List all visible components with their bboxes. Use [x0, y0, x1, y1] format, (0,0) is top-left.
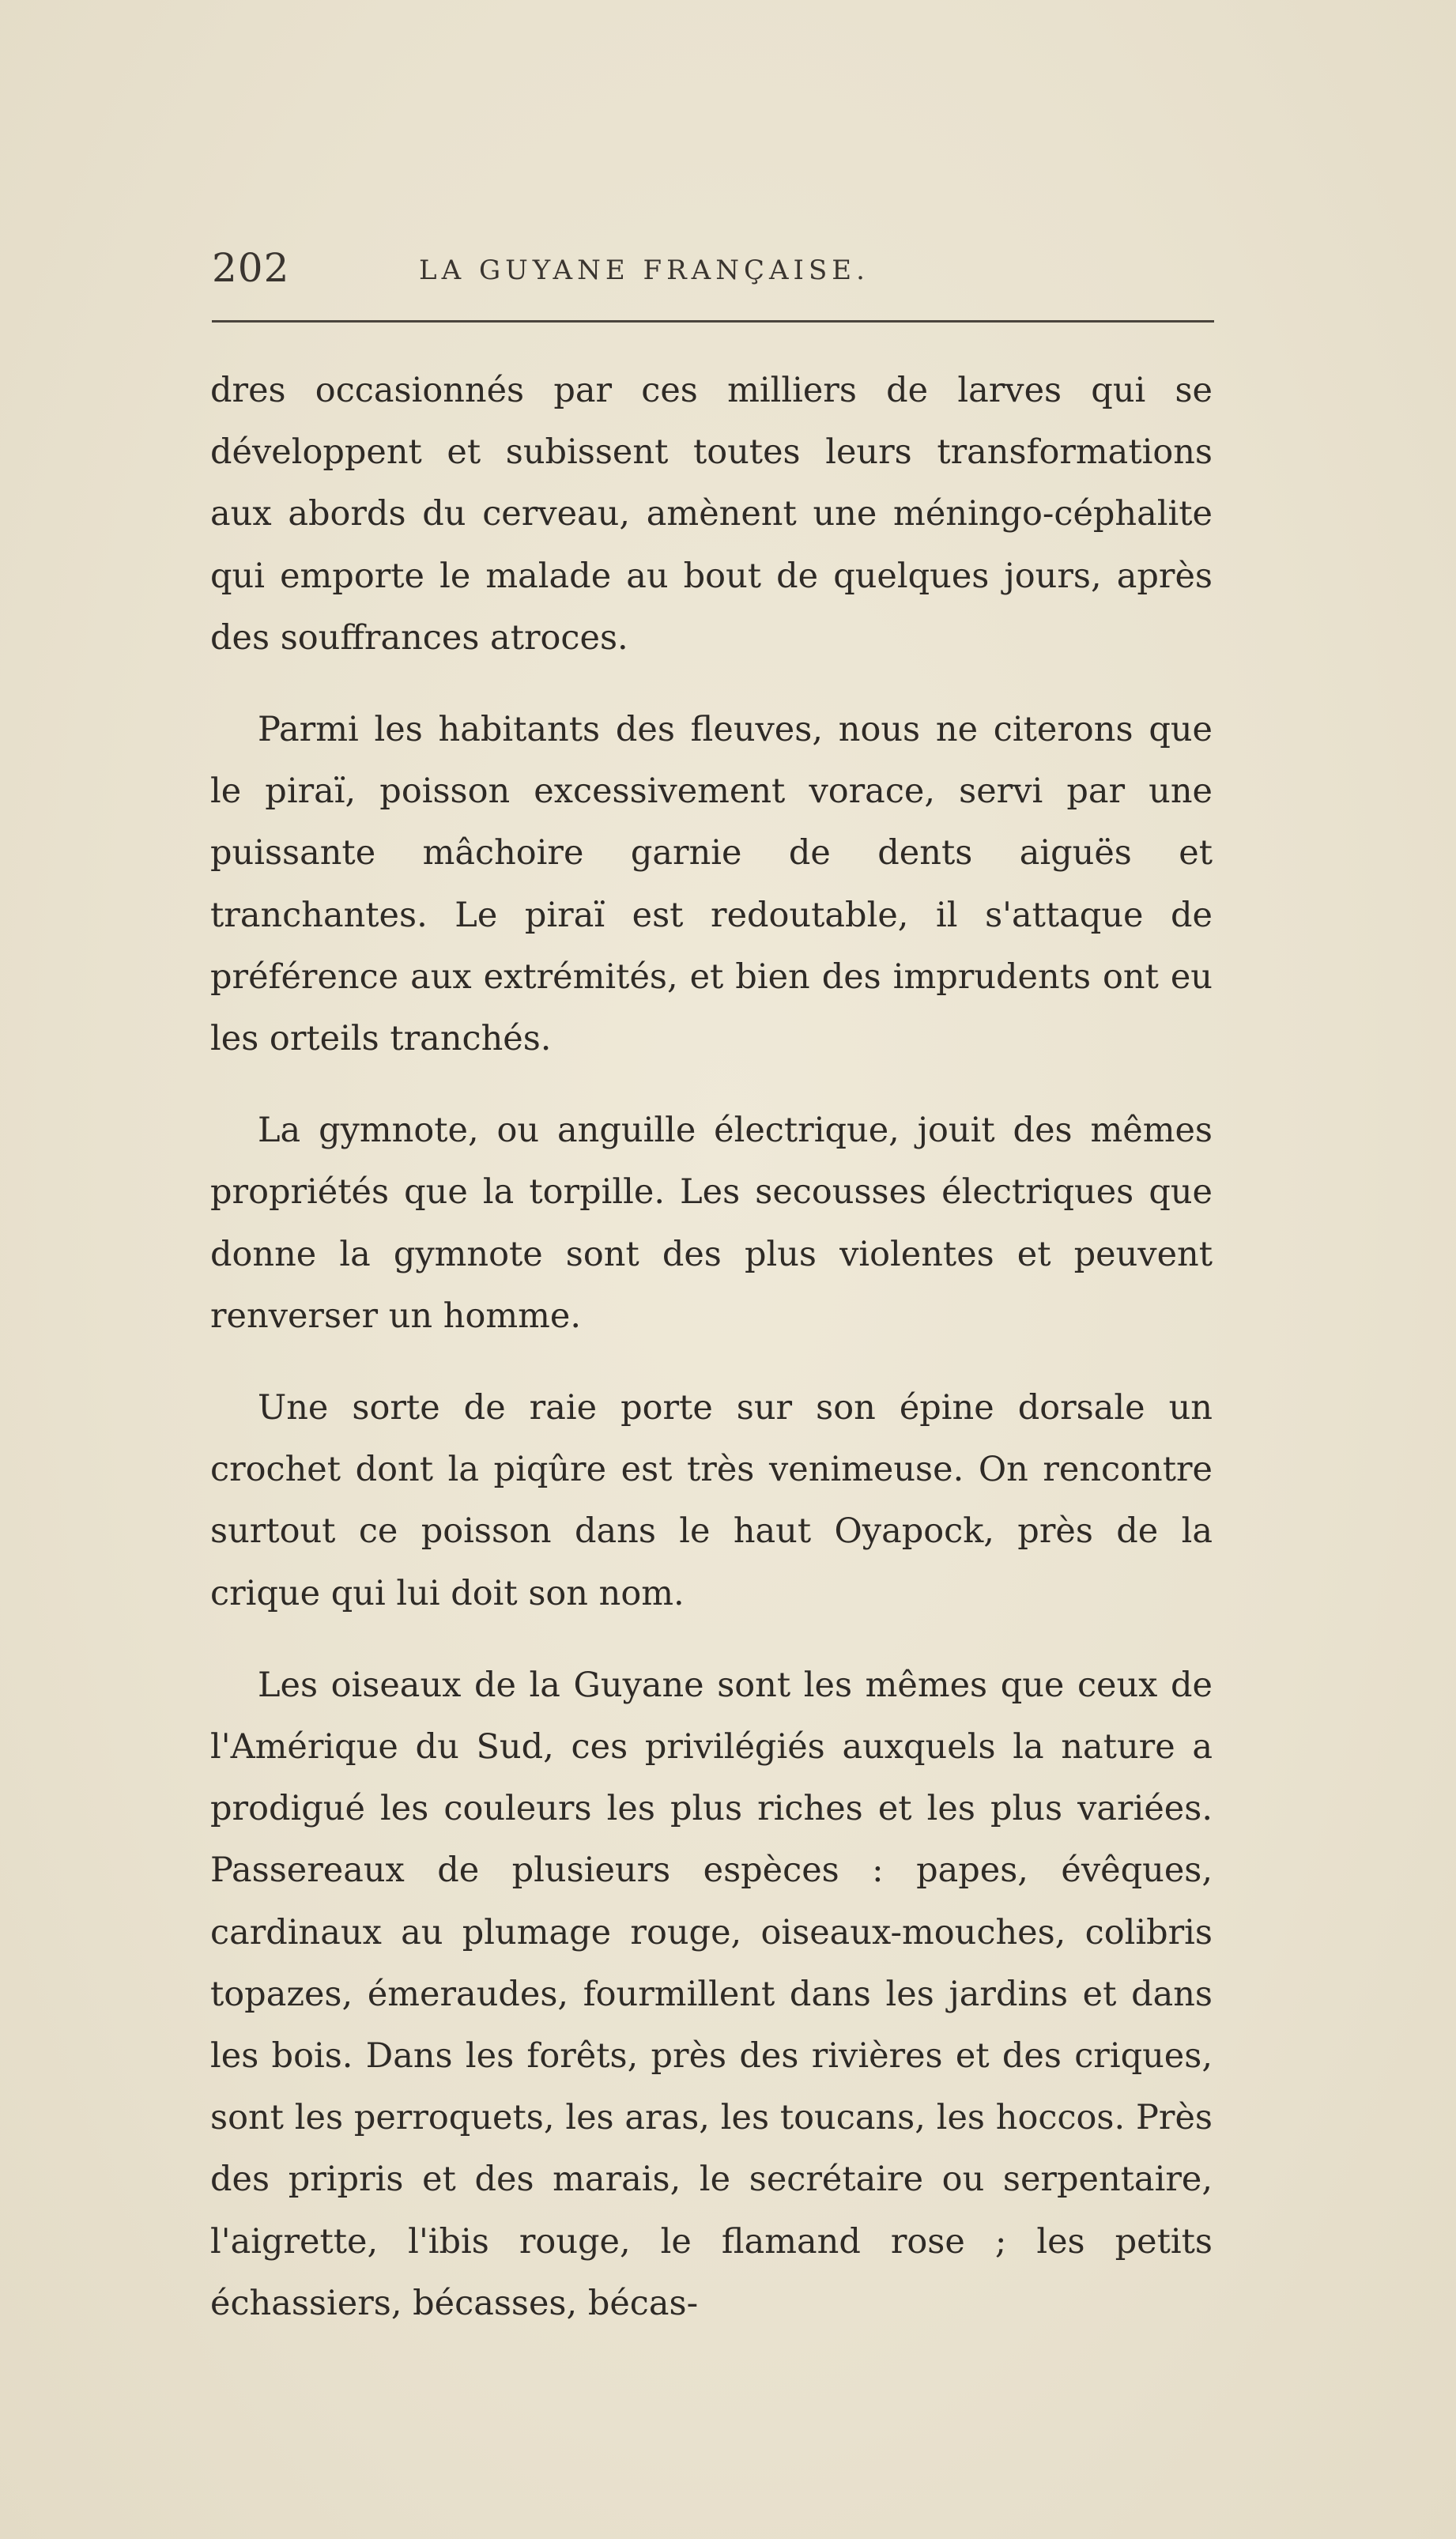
paragraph-3: La gymnote, ou anguille électrique, jouit des mêmes propriétés que la torpille. Les secousses électriques que donne la gymnote sont des plus violentes et peuvent renverser un homme. — [210, 1111, 1213, 1336]
paragraph-4: Une sorte de raie porte sur son épine dorsale un crochet dont la piqûre est très venimeuse. On rencontre surtout ce poisson dans le haut Oyapock, près de la crique qui lui doit son nom. — [210, 1388, 1213, 1613]
paragraph-5: Les oiseaux de la Guyane sont les mêmes que ceux de l'Amérique du Sud, ces privilégiés auxquels la nature a prodigué les couleurs les plus riches et les plus variées. Passereaux de plusieurs espèces : papes, évêques, cardinaux au plumage rouge, oiseaux-mouches, colibris topazes, émeraudes, fourmillent dans les jardins et dans les bois. Dans les forêts, près des rivières et des criques, sont les perroquets, les aras, les toucans, les hoccos. Près des pripris et des marais, le secrétaire ou serpentaire, l'aigrette, l'ibis rouge, le flamand rose ; les petits échassiers, bécasses, bécas- — [210, 1665, 1213, 2323]
paragraph-2: Parmi les habitants des fleuves, nous ne citerons que le piraï, poisson excessivement vorace, servi par une puissante mâchoire garnie de dents aiguës et tranchantes. Le piraï est redoutable, il s'attaque de préférence aux extrémités, et bien des imprudents ont eu les orteils tranchés. — [210, 710, 1213, 1059]
paragraph-1: dres occasionnés par ces milliers de larves qui se développent et subissent toutes leurs transformations aux abords du cerveau, amènent une méningo-céphalite qui emporte le malade au bout de quelques jours, après des souffrances atroces. — [210, 371, 1213, 658]
page-header — [212, 237, 1216, 300]
body-text — [210, 360, 1213, 2334]
page-number: 202 — [212, 245, 290, 291]
header-rule — [212, 320, 1214, 323]
running-title: LA GUYANE FRANÇAISE. — [419, 255, 869, 286]
